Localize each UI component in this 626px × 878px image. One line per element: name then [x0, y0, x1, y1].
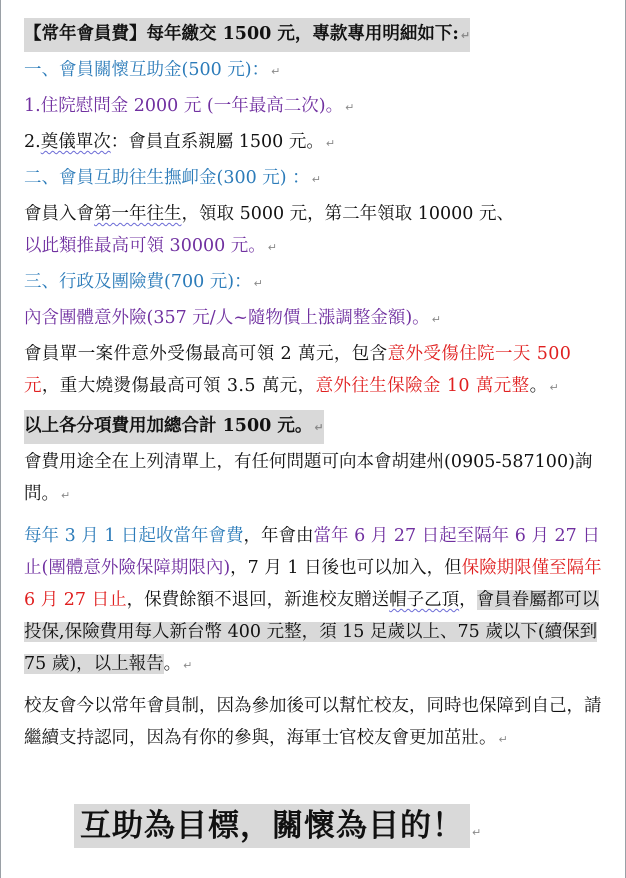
spellcheck-underlined-text: 帽子乙頂 [389, 590, 460, 610]
paragraph-mark-icon: ↵ [345, 101, 355, 114]
schedule-start-blue: 每年 3 月 1 日起收當年會費 [24, 526, 244, 546]
paragraph-mark-icon: ↵ [431, 313, 441, 326]
section1-item2 [24, 126, 609, 160]
section2-line2 [24, 230, 609, 264]
intro-text: 每年繳交 1500 元，專款專用明細如下: [146, 24, 459, 44]
schedule-text-4: ， [459, 590, 477, 610]
spellcheck-underlined-text: 第一年往生 [94, 204, 182, 224]
section1-item2-rest: ：會員直系親屬 1500 元。 [110, 132, 324, 152]
contact-paragraph [24, 446, 602, 512]
paragraph-mark-icon: ↵ [183, 659, 193, 672]
paragraph-mark-icon: ↵ [314, 421, 324, 434]
paragraph-mark-icon: ↵ [311, 173, 321, 186]
schedule-text-3: ，保費餘額不退回，新進校友贈送 [126, 590, 390, 610]
insurance-note [24, 302, 609, 336]
schedule-period-purple: 當年 6 月 27 日起至隔年 6 月 27 日止(團體意外險保障期限內) [24, 526, 600, 578]
benefits-red-hospital: 意外受傷住院一天 500 元 [24, 344, 572, 396]
section3-title-text: 三、行政及團險費(700 元)： [24, 272, 252, 292]
paragraph-mark-icon: ↵ [267, 241, 278, 254]
spellcheck-underlined-text: 奠儀單次 [40, 132, 111, 152]
total-text: 以上各分項費用加總合計 1500 元。 [24, 416, 313, 436]
section2-title-text: 二、會員互助往生撫卹金(300 元) ： [24, 168, 310, 188]
paragraph-mark-icon: ↵ [253, 277, 263, 290]
benefits-red-death: 意外往生保險金 10 萬元整 [315, 376, 530, 396]
section2-line1-b: ，領取 5000 元，第二年領取 10000 元、 [181, 204, 514, 224]
closing-text: 校友會今以常年會員制，因為參加後可以幫忙校友，同時也保障到自己，請繼續支持認同，因為有你的參與，海軍士官校友會更加茁壯。 [24, 696, 602, 748]
section3-title [24, 266, 609, 300]
section2-line2-text: 以此類推最高可領 30000 元。 [24, 236, 266, 256]
paragraph-mark-icon: ↵ [472, 826, 482, 839]
benefits-text-a: 會員單一案件意外受傷最高可領 2 萬元，包含 [24, 344, 388, 364]
intro-bracket: 【常年會員費】 [24, 24, 147, 44]
section1-item1-text: 1.住院慰問金 2000 元 (一年最高二次)。 [24, 96, 344, 116]
section2-line1 [24, 198, 609, 230]
section2-title [24, 162, 609, 196]
schedule-text-1: ，年會由 [243, 526, 314, 546]
schedule-limit-red: 保險期限僅至隔年 6 月 27 日止 [24, 558, 602, 610]
benefits-end: 。 [529, 376, 548, 396]
total-line [24, 410, 324, 444]
paragraph-mark-icon: ↵ [325, 137, 336, 150]
insurance-note-text: 內含團體意外險(357 元/人~隨物價上漲調整金額)。 [24, 308, 430, 328]
paragraph-mark-icon: ↵ [271, 65, 281, 78]
paragraph-mark-icon: ↵ [498, 733, 508, 746]
closing-paragraph [24, 690, 602, 756]
page-left-border [0, 0, 1, 878]
paragraph-mark-icon: ↵ [61, 489, 71, 502]
contact-text: 會費用途全在上列清單上，有任何問題可向本會胡建州(0905-587100)詢問。 [24, 452, 593, 504]
section1-title [24, 54, 609, 88]
schedule-paragraph [24, 520, 602, 682]
schedule-end: 。 [163, 654, 182, 674]
paragraph-mark-icon: ↵ [549, 381, 560, 394]
paragraph-mark-icon: ↵ [460, 29, 471, 42]
section1-item1 [24, 90, 609, 124]
schedule-text-2: ，7 月 1 日後也可以加入，但 [230, 558, 462, 578]
schedule-shaded-text: 會員眷屬都可以投保,保險費用每人新台幣 400 元整，須 15 足歲以上、75 歲以下(續保到 75 歲)，以上報告 [24, 590, 600, 674]
final-heading [74, 804, 481, 848]
benefits-text-b: ，重大燒燙傷最高可領 3.5 萬元， [41, 376, 316, 396]
section1-title-text: 一、會員關懷互助金(500 元)： [24, 60, 270, 80]
final-heading-text: 互助為目標，關懷為目的！ [74, 804, 470, 848]
section2-line1-a: 會員入會 [24, 204, 94, 224]
insurance-benefits-paragraph [24, 338, 602, 404]
section1-item2-prefix: 2. [24, 132, 41, 152]
document-body [24, 18, 609, 756]
intro-line [24, 18, 470, 52]
